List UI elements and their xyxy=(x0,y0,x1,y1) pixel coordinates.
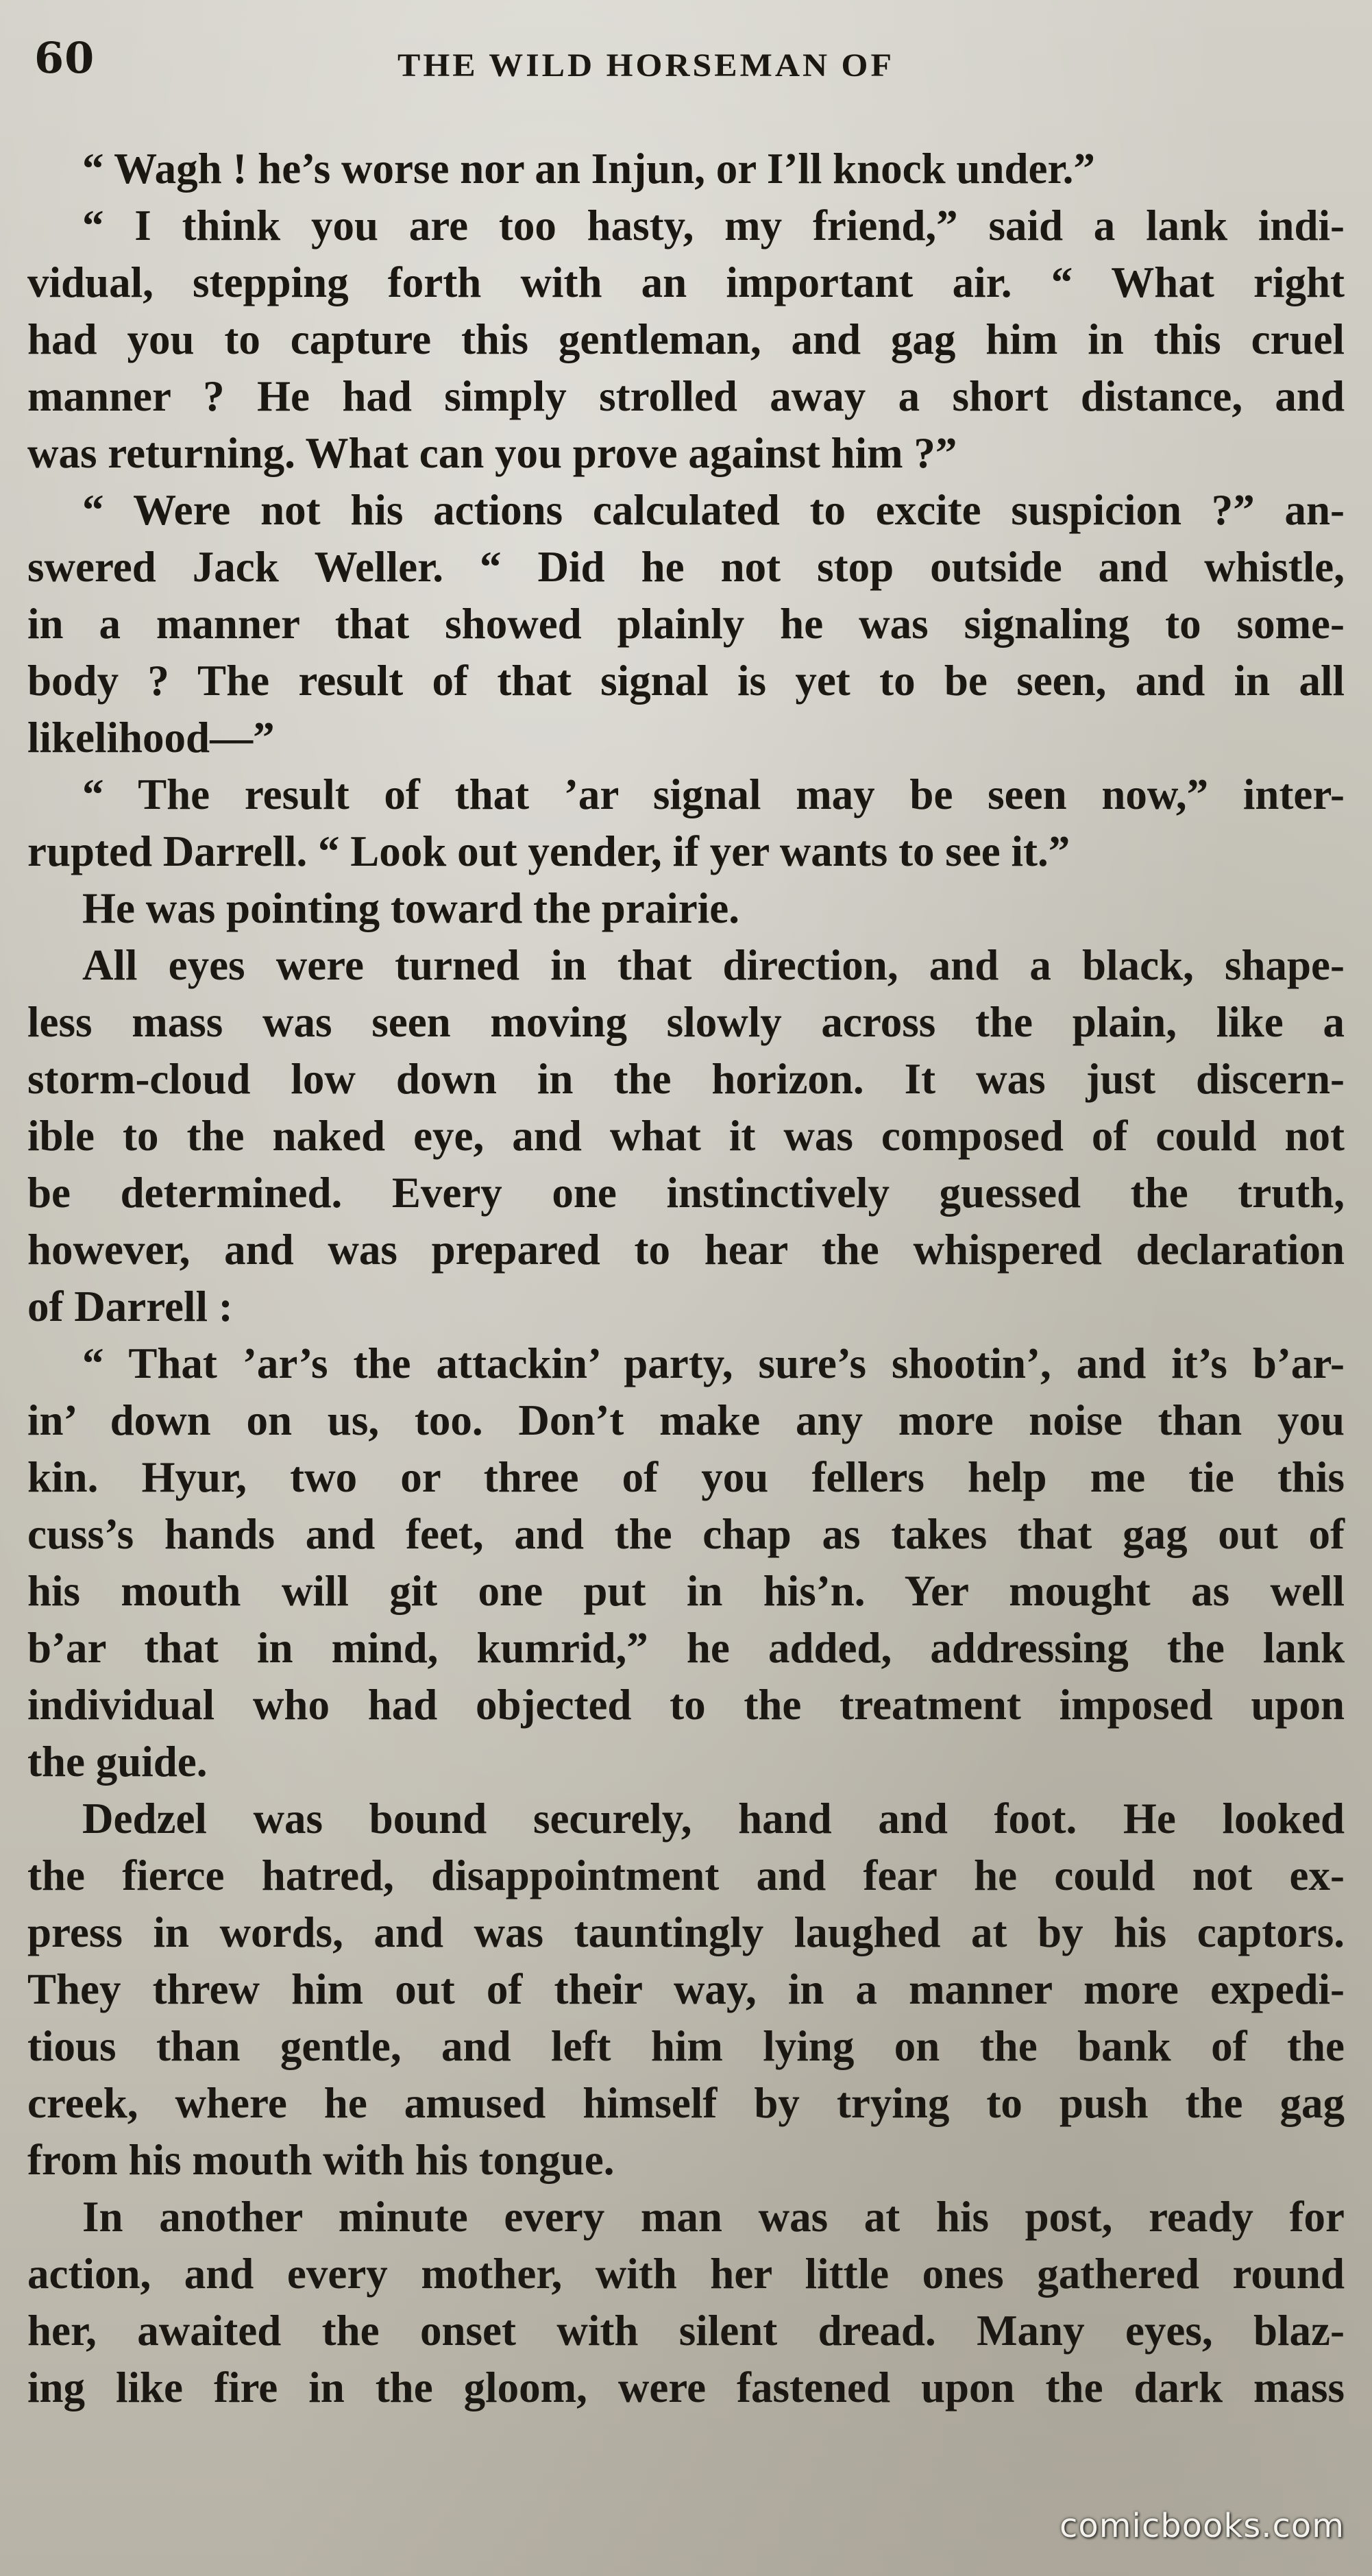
text-line: be determined. Every one instinctively guessed the truth, xyxy=(27,1169,1345,1217)
text-line: “ Wagh ! he’s worse nor an Injun, or I’ll knock under.” xyxy=(82,145,1095,193)
text-line: less mass was seen moving slowly across the plain, like a xyxy=(27,998,1345,1046)
text-line: tious than gentle, and left him lying on the bank of the xyxy=(27,2022,1345,2070)
text-line: however, and was prepared to hear the whispered declaration xyxy=(27,1226,1345,1274)
watermark: comicbooks.com xyxy=(1059,2507,1345,2545)
text-line: storm-cloud low down in the horizon. It was just discern- xyxy=(27,1055,1345,1103)
text-line: ing like fire in the gloom, were fastened upon the dark mass xyxy=(27,2364,1345,2411)
text-line: In another minute every man was at his post, ready for xyxy=(82,2193,1345,2241)
text-line: swered Jack Weller. “ Did he not stop outside and whistle, xyxy=(27,543,1345,591)
text-line: the guide. xyxy=(27,1738,208,1786)
text-line: b’ar that in mind, kumrid,” he added, addressing the lank xyxy=(27,1624,1345,1672)
text-line: likelihood—” xyxy=(27,714,275,762)
text-line: action, and every mother, with her little ones gathered round xyxy=(27,2250,1345,2298)
text-line: of Darrell : xyxy=(27,1283,233,1330)
text-line: press in words, and was tauntingly laughed at by his captors. xyxy=(27,1908,1345,1956)
text-line: “ Were not his actions calculated to excite suspicion ?” an- xyxy=(82,486,1345,534)
text-line: All eyes were turned in that direction, and a black, shape- xyxy=(82,941,1345,989)
text-line: creek, where he amused himself by trying to push the gag xyxy=(27,2079,1345,2127)
text-line: manner ? He had simply strolled away a short distance, and xyxy=(27,372,1345,420)
text-line: had you to capture this gentleman, and gag him in this cruel xyxy=(27,315,1345,363)
text-line: individual who had objected to the treatment imposed upon xyxy=(27,1681,1345,1729)
body-text xyxy=(27,141,1345,2416)
text-line: They threw him out of their way, in a manner more expedi- xyxy=(27,1965,1345,2013)
text-line: “ The result of that ’ar signal may be seen now,” inter- xyxy=(82,770,1345,818)
text-line: from his mouth with his tongue. xyxy=(27,2136,615,2184)
text-line: her, awaited the onset with silent dread. Many eyes, blaz- xyxy=(27,2307,1345,2355)
page-header xyxy=(34,33,1338,95)
text-line: kin. Hyur, two or three of you fellers help me tie this xyxy=(27,1453,1345,1501)
text-line: the fierce hatred, disappointment and fear he could not ex- xyxy=(27,1851,1345,1899)
text-line: cuss’s hands and feet, and the chap as takes that gag out of xyxy=(27,1510,1345,1558)
running-head: THE WILD HORSEMAN OF xyxy=(397,47,894,84)
text-line: his mouth will git one put in his’n. Yer mought as well xyxy=(27,1567,1345,1615)
text-line: rupted Darrell. “ Look out yender, if yer wants to see it.” xyxy=(27,827,1070,875)
text-line: in a manner that showed plainly he was signaling to some- xyxy=(27,600,1345,648)
text-line: ible to the naked eye, and what it was composed of could not xyxy=(27,1112,1345,1160)
text-line: in’ down on us, too. Don’t make any more noise than you xyxy=(27,1396,1345,1444)
text-line: body ? The result of that signal is yet to be seen, and in all xyxy=(27,657,1345,705)
text-line: Dedzel was bound securely, hand and foot. He looked xyxy=(82,1795,1345,1843)
text-line: was returning. What can you prove against him ?” xyxy=(27,429,957,477)
text-line: “ I think you are too hasty, my friend,” said a lank indi- xyxy=(82,202,1345,250)
text-line: vidual, stepping forth with an important air. “ What right xyxy=(27,258,1345,306)
text-line: He was pointing toward the prairie. xyxy=(82,884,739,932)
page-number: 60 xyxy=(34,33,95,83)
text-line: “ That ’ar’s the attackin’ party, sure’s shootin’, and it’s b’ar- xyxy=(82,1339,1345,1387)
